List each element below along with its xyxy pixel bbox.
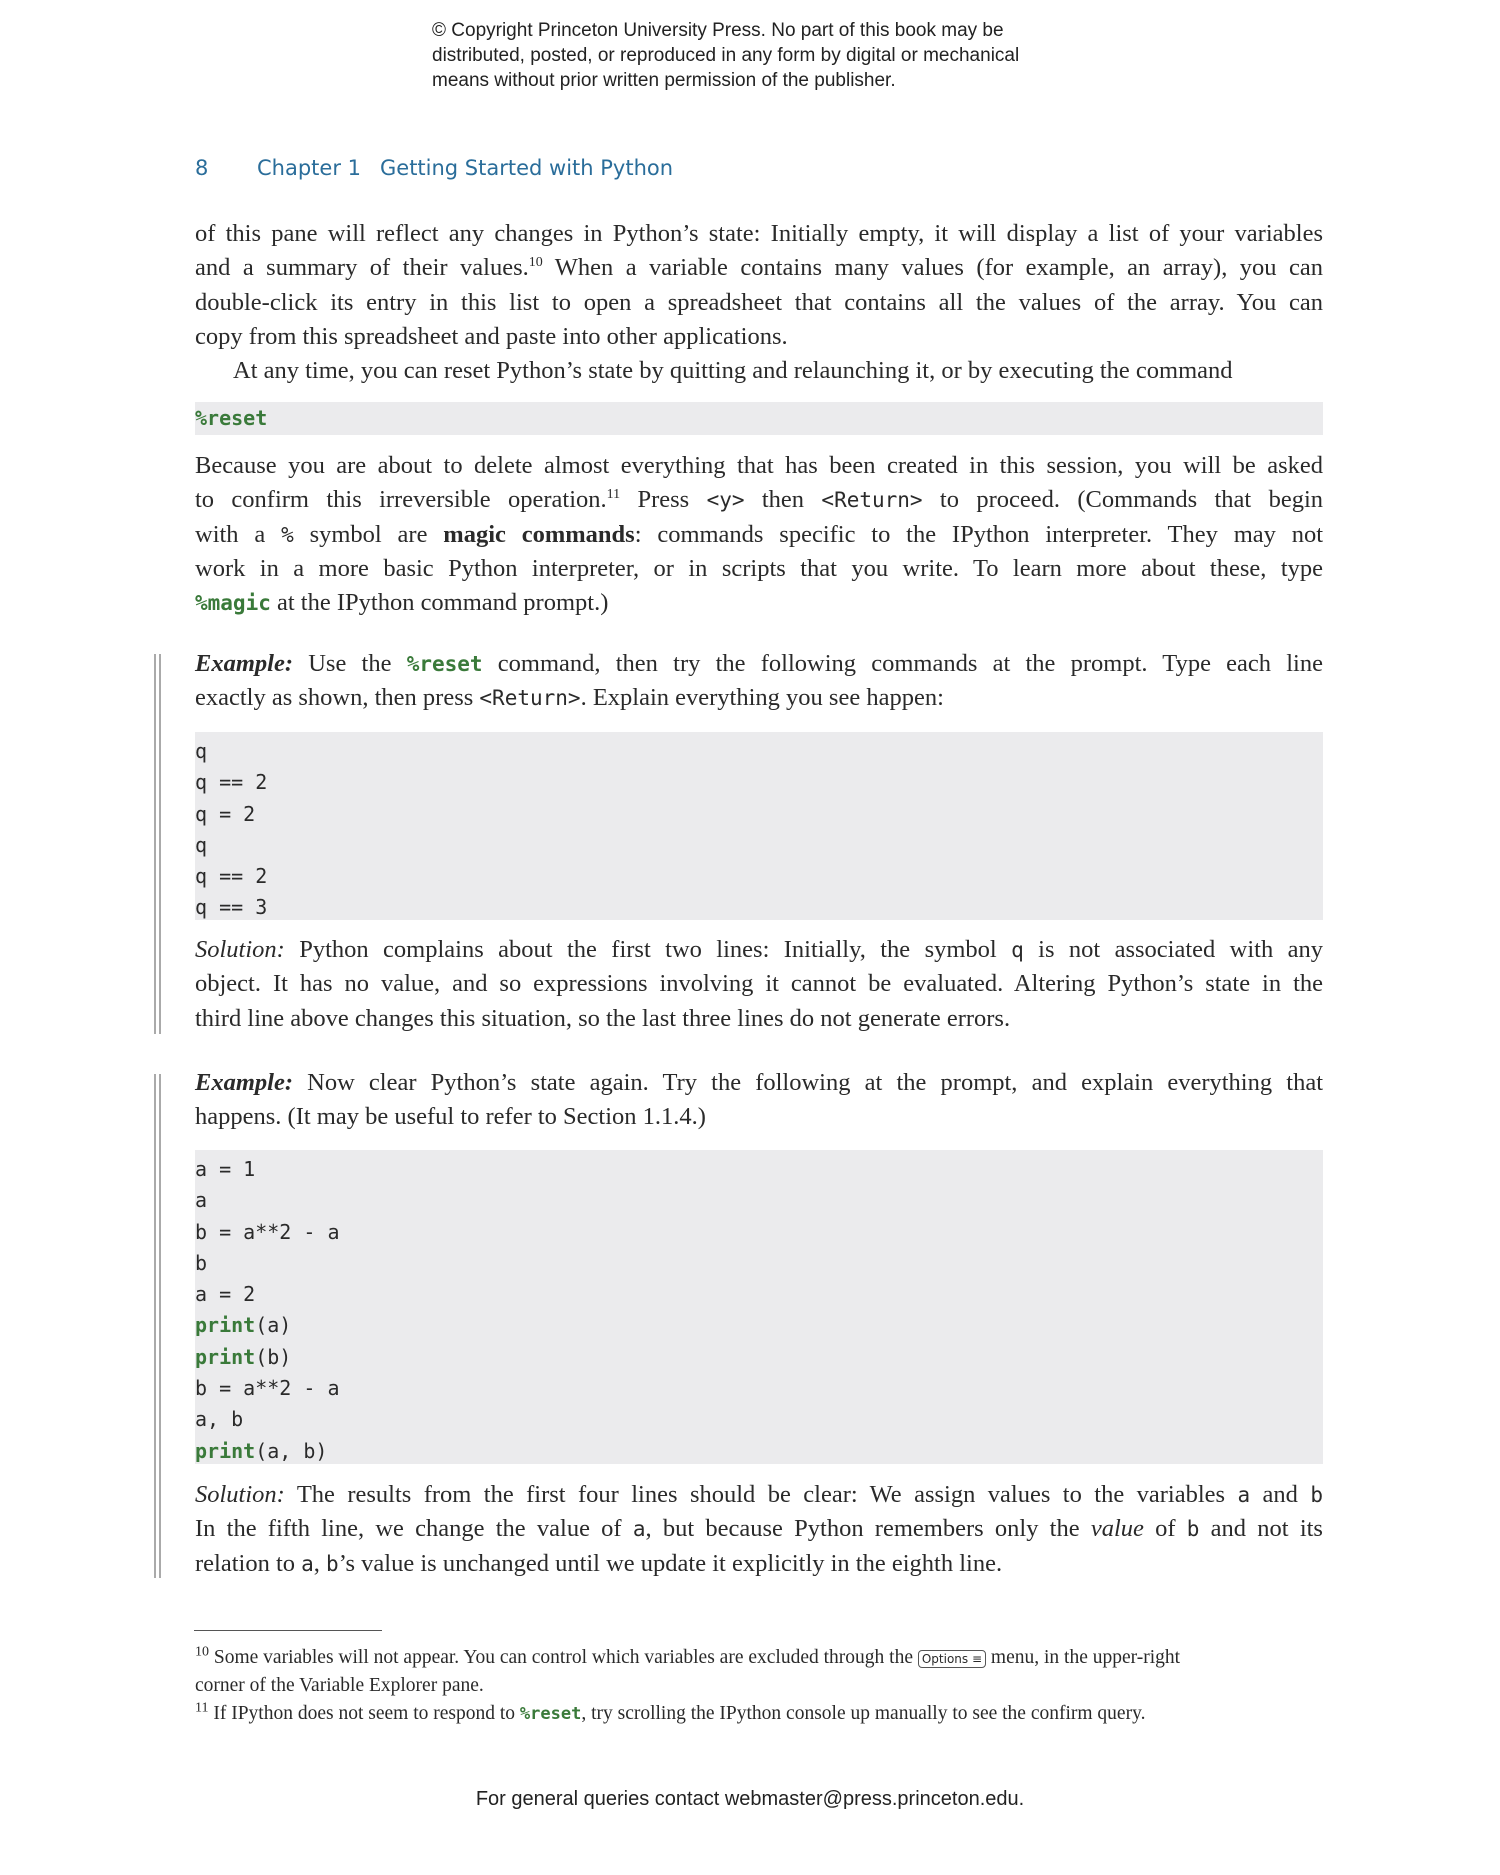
- paragraph-magic: [195, 449, 1323, 620]
- page-number: 8: [195, 156, 209, 180]
- text-line: Solution: Python complains about the first two lines: Initially, the symbol q is not associated with any: [195, 936, 1323, 963]
- chapter-title: Getting Started with Python: [380, 156, 674, 180]
- text-line: copy from this spreadsheet and paste into other applications.: [195, 322, 788, 350]
- code-line: q == 2: [195, 864, 268, 889]
- code-line: q == 2: [195, 770, 268, 795]
- text-line: exactly as shown, then press <Return>. Explain everything you see happen:: [195, 684, 944, 712]
- example-2-prompt: [195, 1066, 1323, 1135]
- footnote-rule: [194, 1630, 382, 1631]
- code-line: q: [195, 832, 208, 857]
- code-line: b = a**2 - a: [195, 1219, 340, 1244]
- footnote-ref-10[interactable]: 10: [528, 255, 543, 271]
- text-line: Example: Now clear Python’s state again. Try the following at the prompt, and explain everything that: [195, 1069, 1323, 1096]
- text-line: third line above changes this situation, so the last three lines do not generate errors.: [195, 1004, 1011, 1032]
- code-line: print(a): [195, 1313, 292, 1338]
- code-block-example-1: [195, 732, 1323, 920]
- code-line: a = 1: [195, 1157, 256, 1181]
- footer-contact: For general queries contact webmaster@press.princeton.edu.: [475, 1788, 1025, 1810]
- code-line: a, b: [195, 1407, 244, 1432]
- text-line: Solution: The results from the first four lines should be clear: We assign values to the variables a and b: [195, 1481, 1324, 1508]
- text-line: double-click its entry in this list to open a spreadsheet that contains all the values of the array. You can: [195, 288, 1323, 316]
- chapter-label: Chapter 1: [257, 156, 361, 180]
- text-line: object. It has no value, and so expressions involving it cannot be evaluated. Altering Python’s state in the: [195, 970, 1323, 998]
- code-block-example-2: [195, 1150, 1323, 1464]
- options-menu-button: Options ≡: [918, 1650, 986, 1668]
- text-line: In the fifth line, we change the value of a, but because Python remembers only the value of b and not its: [195, 1515, 1323, 1543]
- text-line: Example: Use the %reset command, then try the following commands at the prompt. Type each line: [195, 650, 1323, 677]
- text-line: happens. (It may be useful to refer to Section 1.1.4.): [195, 1103, 706, 1131]
- text-line: with a % symbol are magic commands: commands specific to the IPython interpreter. They may not: [195, 520, 1324, 548]
- copyright-line: © Copyright Princeton University Press. No part of this book may be: [432, 20, 1004, 41]
- code-block-reset: [195, 402, 1323, 435]
- code-line: b = a**2 - a: [195, 1376, 340, 1401]
- footnote-10: $^{10}$ Some variables will not appear. You can control which variables are excluded through the Options ≡ menu, in the upper-right: [195, 1644, 1181, 1668]
- code-line: q: [195, 739, 208, 763]
- code-line: %reset: [195, 406, 268, 430]
- example-1-solution: [195, 933, 1323, 1036]
- term-magic-commands: magic commands: [443, 520, 635, 548]
- example-sidebar-rule: [154, 1074, 161, 1578]
- code-line: a = 2: [195, 1282, 256, 1307]
- text-line: to confirm this irreversible operation.$^{11}$ Press <y> then <Return> to proceed. (Commands that begin: [195, 486, 1324, 514]
- code-line: print(b): [195, 1344, 292, 1369]
- text-line: %magic at the IPython command prompt.): [195, 589, 609, 617]
- text-line: At any time, you can reset Python’s state by quitting and relaunching it, or by executing the command: [233, 357, 1233, 385]
- code-line: q == 3: [195, 895, 268, 920]
- copyright-notice: [432, 18, 1112, 93]
- example-sidebar-rule: [154, 654, 161, 1034]
- footnote-10-cont: corner of the Variable Explorer pane.: [195, 1675, 484, 1696]
- copyright-line: distributed, posted, or reproduced in any form by digital or mechanical: [432, 45, 1020, 66]
- example-2-solution: [195, 1478, 1323, 1581]
- footnotes: [195, 1644, 1323, 1728]
- text-line: Because you are about to delete almost everything that has been created in this session, you will be asked: [195, 452, 1323, 479]
- code-line: a: [195, 1188, 208, 1213]
- text-line: work in a more basic Python interpreter, or in scripts that you write. To learn more about these, type: [195, 554, 1323, 582]
- footnote-ref-11[interactable]: 11: [606, 487, 621, 503]
- copyright-line: means without prior written permission of the publisher.: [432, 70, 896, 91]
- footnote-11: $^{11}$ If IPython does not seem to respond to %reset, try scrolling the IPython console up manually to see the confirm query.: [195, 1700, 1146, 1724]
- text-line: and a summary of their values.$^{10}$ When a variable contains many values (for example, an array), you can: [195, 254, 1323, 282]
- code-line: q = 2: [195, 801, 256, 826]
- code-line: print(a, b): [195, 1438, 328, 1463]
- text-line: of this pane will reflect any changes in Python’s state: Initially empty, it will display a list of your variables: [195, 220, 1323, 247]
- paragraph-variables: [195, 217, 1323, 388]
- code-line: b: [195, 1250, 208, 1275]
- text-line: relation to a, b’s value is unchanged until we update it explicitly in the eighth line.: [195, 1549, 1003, 1577]
- example-1-prompt: [195, 647, 1323, 716]
